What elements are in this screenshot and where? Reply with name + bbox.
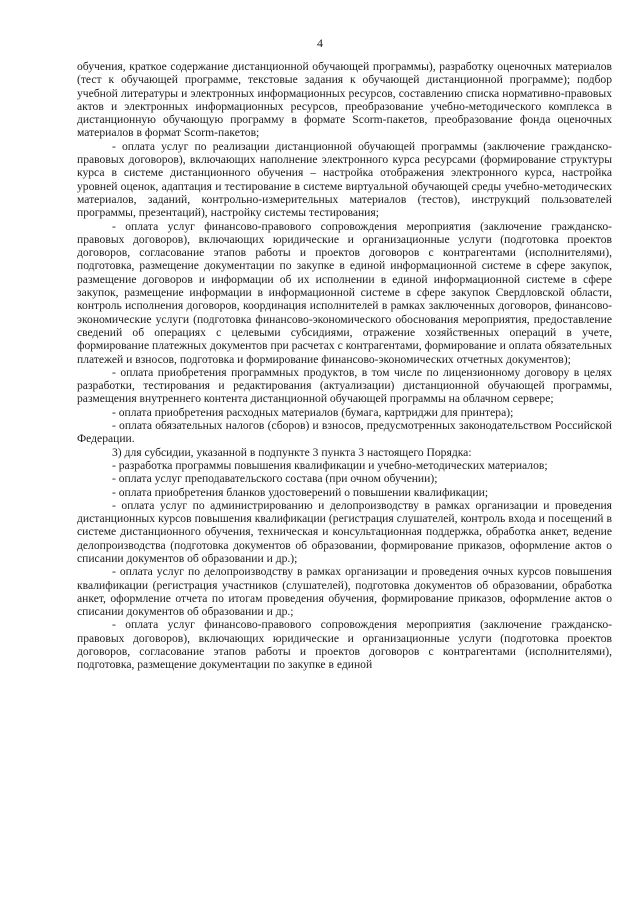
paragraph-item: - оплата услуг преподавательского состава (при очном обучении); [112, 472, 438, 486]
document-body [77, 60, 612, 672]
paragraph-item: - оплата обязательных налогов (сборов) и взносов, предусмотренных законодательством Российской Федерации. [77, 419, 612, 446]
paragraph-item: - оплата услуг финансово-правового сопровождения мероприятия (заключение гражданско-правовых договоров), включающих юридические и организационные услуги (подготовка проектов договоров, согласование этапов работы и проектов договоров с контрагентами (исполнителями), подготовка, размещение документации по закупке в единой информационной системе в сфере закупок, размещение договоров и информации об их исполнении в единой информационной системе в сфере закупок, размещение информации в информационной системе в сфере закупок Свердловской области, контроль исполнения договоров, координация исполнителей в рамках заключенных договоров, финансово-экономические услуги (подготовка финансово-экономического обоснования мероприятия, предоставление сведений об операциях с целевыми субсидиями, отражение хозяйственных операций в учете, формирование платежных документов при расчетах с контрагентами, формирование и оплата обязательных платежей и взносов, подготовка и формирование финансово-экономических отчетных документов); [77, 219, 612, 366]
paragraph-subsection-heading: 3) для субсидии, указанной в подпункте 3 пункта 3 настоящего Порядка: [112, 445, 472, 459]
paragraph-item: - оплата услуг финансово-правового сопровождения мероприятия (заключение гражданско-правовых договоров), включающих юридические и организационные услуги (подготовка проектов договоров, согласование этапов работы и проектов договоров с контрагентами (исполнителями), подготовка, размещение документации по закупке в единой [77, 618, 612, 672]
page-number: 4 [317, 36, 323, 50]
paragraph-item: - оплата услуг по администрированию и делопроизводству в рамках организации и проведения дистанционных курсов повышения квалификации (регистрация слушателей, контроль входа и посещений в системе дистанционного обучения, техническая и консультационная поддержка, обработка анкет, ведение делопроизводства (подготовка документов об образовании, формирование приказов, оформление актов о списании документов об образовании и др.); [77, 498, 612, 565]
paragraph-item: - оплата приобретения программных продуктов, в том числе по лицензионному договору в целях разработки, тестирования и редактирования (актуализации) дистанционной обучающей программы, размещения внутреннего контента дистанционной обучающей программы на облачном сервере; [77, 365, 612, 406]
paragraph-item: - разработка программы повышения квалификации и учебно-методических материалов; [112, 458, 548, 472]
paragraph-item: - оплата услуг по делопроизводству в рамках организации и проведения очных курсов повышения квалификации (регистрация участников (слушателей), подготовка документов об образовании, обработка анкет, оформление отчета по итогам проведения обучения, формирование приказов, оформление актов о списании документов об образовании и др.; [77, 565, 612, 619]
paragraph-item: - оплата приобретения расходных материалов (бумага, картриджи для принтера); [112, 405, 514, 419]
paragraph-item: - оплата услуг по реализации дистанционной обучающей программы (заключение гражданско-правовых договоров), включающих наполнение электронного курса ресурсами (формирование структуры курса в системе дистанционного обучения – настройка отображения электронного курса, настройка уровней оценок, адаптация и тестирование в системе виртуальной обучающей среды учебно-методических материалов, заданий, контрольно-измерительных материалов (тестов), инструкций пользователей программы, презентаций), настройку системы тестирования; [77, 139, 612, 220]
paragraph-item: - оплата приобретения бланков удостоверений о повышении квалификации; [112, 485, 489, 499]
paragraph-continuation: обучения, краткое содержание дистанционной обучающей программы), разработку оценочных материалов (тест к обучающей программе, текстовые задания к обучающей дистанционной программе); подбор учебной литературы и электронных информационных ресурсов, составлению списка нормативно-правовых актов и электронных информационных ресурсов, преобразование учебно-методического комплекса в дистанционную обучающую программу в формате Scorm-пакетов, преобразование фонда оценочных материалов в формат Scorm-пакетов; [77, 60, 612, 140]
